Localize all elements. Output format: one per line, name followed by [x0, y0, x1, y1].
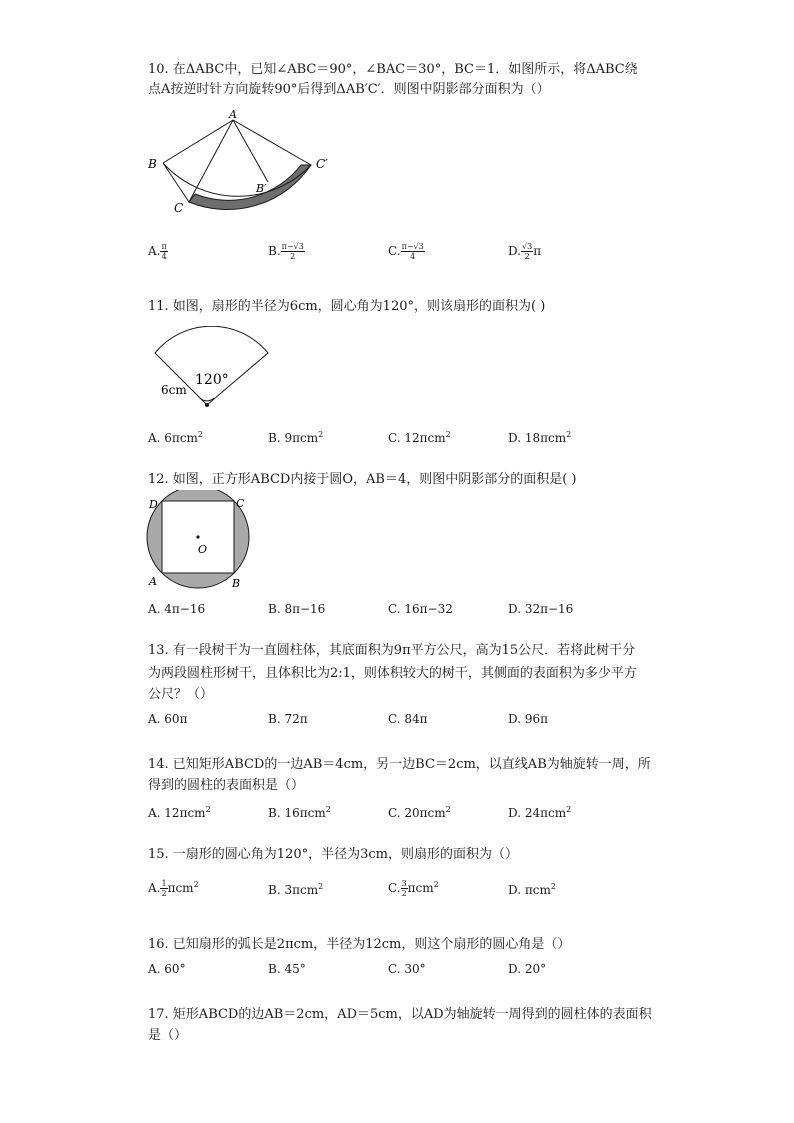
q10-text-line1: 10. 在ΔABC中，已知∠ABC＝90°，∠BAC＝30°，BC＝1．如图所示，将ΔABC绕 [148, 62, 638, 77]
option-den: 2 [290, 252, 296, 261]
option-sup: 2 [197, 430, 204, 439]
q14-option-b[interactable] [268, 803, 331, 820]
option-num: π−√3 [401, 242, 424, 251]
q15-option-d[interactable] [508, 880, 556, 897]
q15-text-line1: 15. 一扇形的圆心角为120°，半径为3cm，则扇形的面积为（） [148, 847, 518, 862]
option-sup: 2 [445, 430, 451, 439]
option-den: 4 [410, 252, 416, 261]
q10-option-b[interactable] [268, 242, 305, 261]
q13-text-line1: 13. 有一段树干为一直圆柱体，其底面积为9π平方公尺，高为15公尺．若将此树干分 [148, 643, 636, 658]
q11-center-dot [205, 403, 209, 407]
option-text: C. 20πcm [388, 806, 446, 820]
option-sup: 2 [325, 805, 331, 814]
q11-angle-label: 120° [195, 372, 229, 388]
q12-text-line1: 12. 如图，正方形ABCD内接于圆O，AB＝4，则图中阴影部分的面积是( ) [148, 472, 577, 487]
q10-option-c[interactable] [388, 242, 425, 261]
q10-label-b-prime: B′ [256, 182, 267, 195]
q13-text-line3: 公尺？（） [148, 687, 214, 702]
option-tail: πcm [167, 881, 194, 895]
q14-text-line1: 14. 已知矩形ABCD的一边AB＝4cm，另一边BC＝2cm，以直线AB为轴旋转一周，所 [148, 757, 651, 772]
q10-label-c-prime: C′ [316, 157, 328, 171]
option-num: π−√3 [281, 242, 304, 251]
option-text: C. 12πcm [388, 431, 446, 445]
q11-figure [145, 326, 275, 412]
q10-label-a: A [229, 108, 237, 121]
q16-option-c[interactable]: C. 30° [388, 962, 426, 976]
option-den: 2 [161, 889, 167, 898]
q13-option-a[interactable]: A. 60π [148, 712, 188, 726]
q12-label-c: C [236, 497, 245, 510]
q11-option-c[interactable] [388, 428, 451, 445]
q12-label-d: D [149, 498, 158, 511]
q10-shaded-region [189, 165, 311, 210]
q13-option-c[interactable]: C. 84π [388, 712, 428, 726]
q10-segment-ac2 [233, 120, 311, 165]
option-letter: C. [388, 244, 401, 258]
option-sup: 2 [550, 882, 556, 891]
q10-label-c: C [174, 201, 184, 215]
option-letter: A. [148, 244, 161, 258]
q10-label-b: B [148, 157, 157, 171]
option-sup: 2 [445, 805, 451, 814]
q11-option-d[interactable] [508, 428, 571, 445]
option-num: π [161, 242, 167, 251]
option-sup: 2 [205, 805, 211, 814]
q10-text-line2: 点A按逆时针方向旋转90°后得到ΔAB′C′．则图中阴影部分面积为（） [148, 82, 550, 97]
option-letter: D. [508, 883, 522, 897]
q11-option-a[interactable] [148, 428, 203, 445]
q12-option-d[interactable]: D. 32π−16 [508, 602, 574, 616]
option-den: 2 [524, 252, 530, 261]
q10-option-a[interactable] [148, 242, 168, 261]
q15-option-c[interactable] [388, 878, 439, 898]
q11-option-b[interactable] [268, 428, 323, 445]
q14-option-c[interactable] [388, 803, 451, 820]
q10-segment-ab [163, 120, 233, 163]
option-sup: 2 [193, 880, 199, 889]
q14-text-line2: 得到的圆柱的表面积是（） [148, 778, 305, 793]
option-text: A. 12πcm [148, 806, 206, 820]
q10-segment-ab2 [233, 120, 268, 182]
option-sup: 2 [566, 430, 572, 439]
q12-option-b[interactable]: B. 8π−16 [268, 602, 326, 616]
q17-text-line2: 是（） [148, 1028, 188, 1043]
option-text: D. 18πcm [508, 431, 567, 445]
q12-option-a[interactable]: A. 4π−16 [148, 602, 206, 616]
q10-option-d[interactable] [508, 242, 541, 261]
q12-option-c[interactable]: C. 16π−32 [388, 602, 453, 616]
q14-option-d[interactable] [508, 803, 571, 820]
q13-text-line2: 为两段圆柱形树干，且体积比为2:1，则体积较大的树干，其侧面的表面积为多少平方 [148, 666, 637, 681]
q13-option-b[interactable]: B. 72π [268, 712, 308, 726]
q11-radius-label: 6cm [161, 383, 187, 397]
q10-figure [140, 106, 340, 218]
option-den: 2 [401, 889, 407, 898]
option-tail: πcm [407, 881, 434, 895]
q16-option-a[interactable]: A. 60° [148, 962, 186, 976]
q16-text-line1: 16. 已知扇形的弧长是2πcm，半径为12cm，则这个扇形的圆心角是（） [148, 937, 571, 952]
q17-text-line1: 17. 矩形ABCD的边AB＝2cm，AD＝5cm，以AD为轴旋转一周得到的圆柱体的表面积 [148, 1007, 652, 1022]
q16-option-d[interactable]: D. 20° [508, 962, 547, 976]
q12-label-o: O [198, 543, 208, 556]
q15-option-a[interactable] [148, 878, 199, 898]
q12-label-a: A [149, 575, 157, 588]
option-letter: D. [508, 244, 522, 258]
q15-option-b[interactable] [268, 880, 323, 897]
option-tail: π [533, 244, 542, 258]
option-sup: 2 [318, 430, 324, 439]
q16-option-b[interactable]: B. 45° [268, 962, 306, 976]
q13-option-d[interactable]: D. 96π [508, 712, 548, 726]
option-text: B. 16πcm [268, 806, 326, 820]
option-letter: A. [148, 881, 161, 895]
option-den: 4 [161, 252, 167, 261]
option-num: 1 [161, 879, 167, 888]
option-text: D. 24πcm [508, 806, 567, 820]
option-letter: B. [268, 244, 281, 258]
q12-center-dot [196, 535, 199, 538]
option-tail: πcm [521, 883, 551, 897]
q10-segment-ac [189, 120, 233, 202]
option-num: √3 [522, 242, 533, 251]
option-sup: 2 [318, 882, 324, 891]
q11-text-line1: 11. 如图，扇形的半径为6cm，圆心角为120°，则该扇形的面积为( ) [148, 299, 546, 314]
q12-figure [140, 490, 260, 592]
q14-option-a[interactable] [148, 803, 211, 820]
option-letter: C. [388, 881, 401, 895]
option-num: 3 [401, 879, 407, 888]
q12-label-b: B [232, 577, 241, 590]
option-letter: B. [268, 883, 281, 897]
q10-segment-bc [163, 163, 189, 202]
option-sup: 2 [433, 880, 439, 889]
option-text: A. 6πcm [148, 431, 198, 445]
option-sup: 2 [566, 805, 572, 814]
option-tail: 3πcm [280, 883, 319, 897]
option-text: B. 9πcm [268, 431, 319, 445]
